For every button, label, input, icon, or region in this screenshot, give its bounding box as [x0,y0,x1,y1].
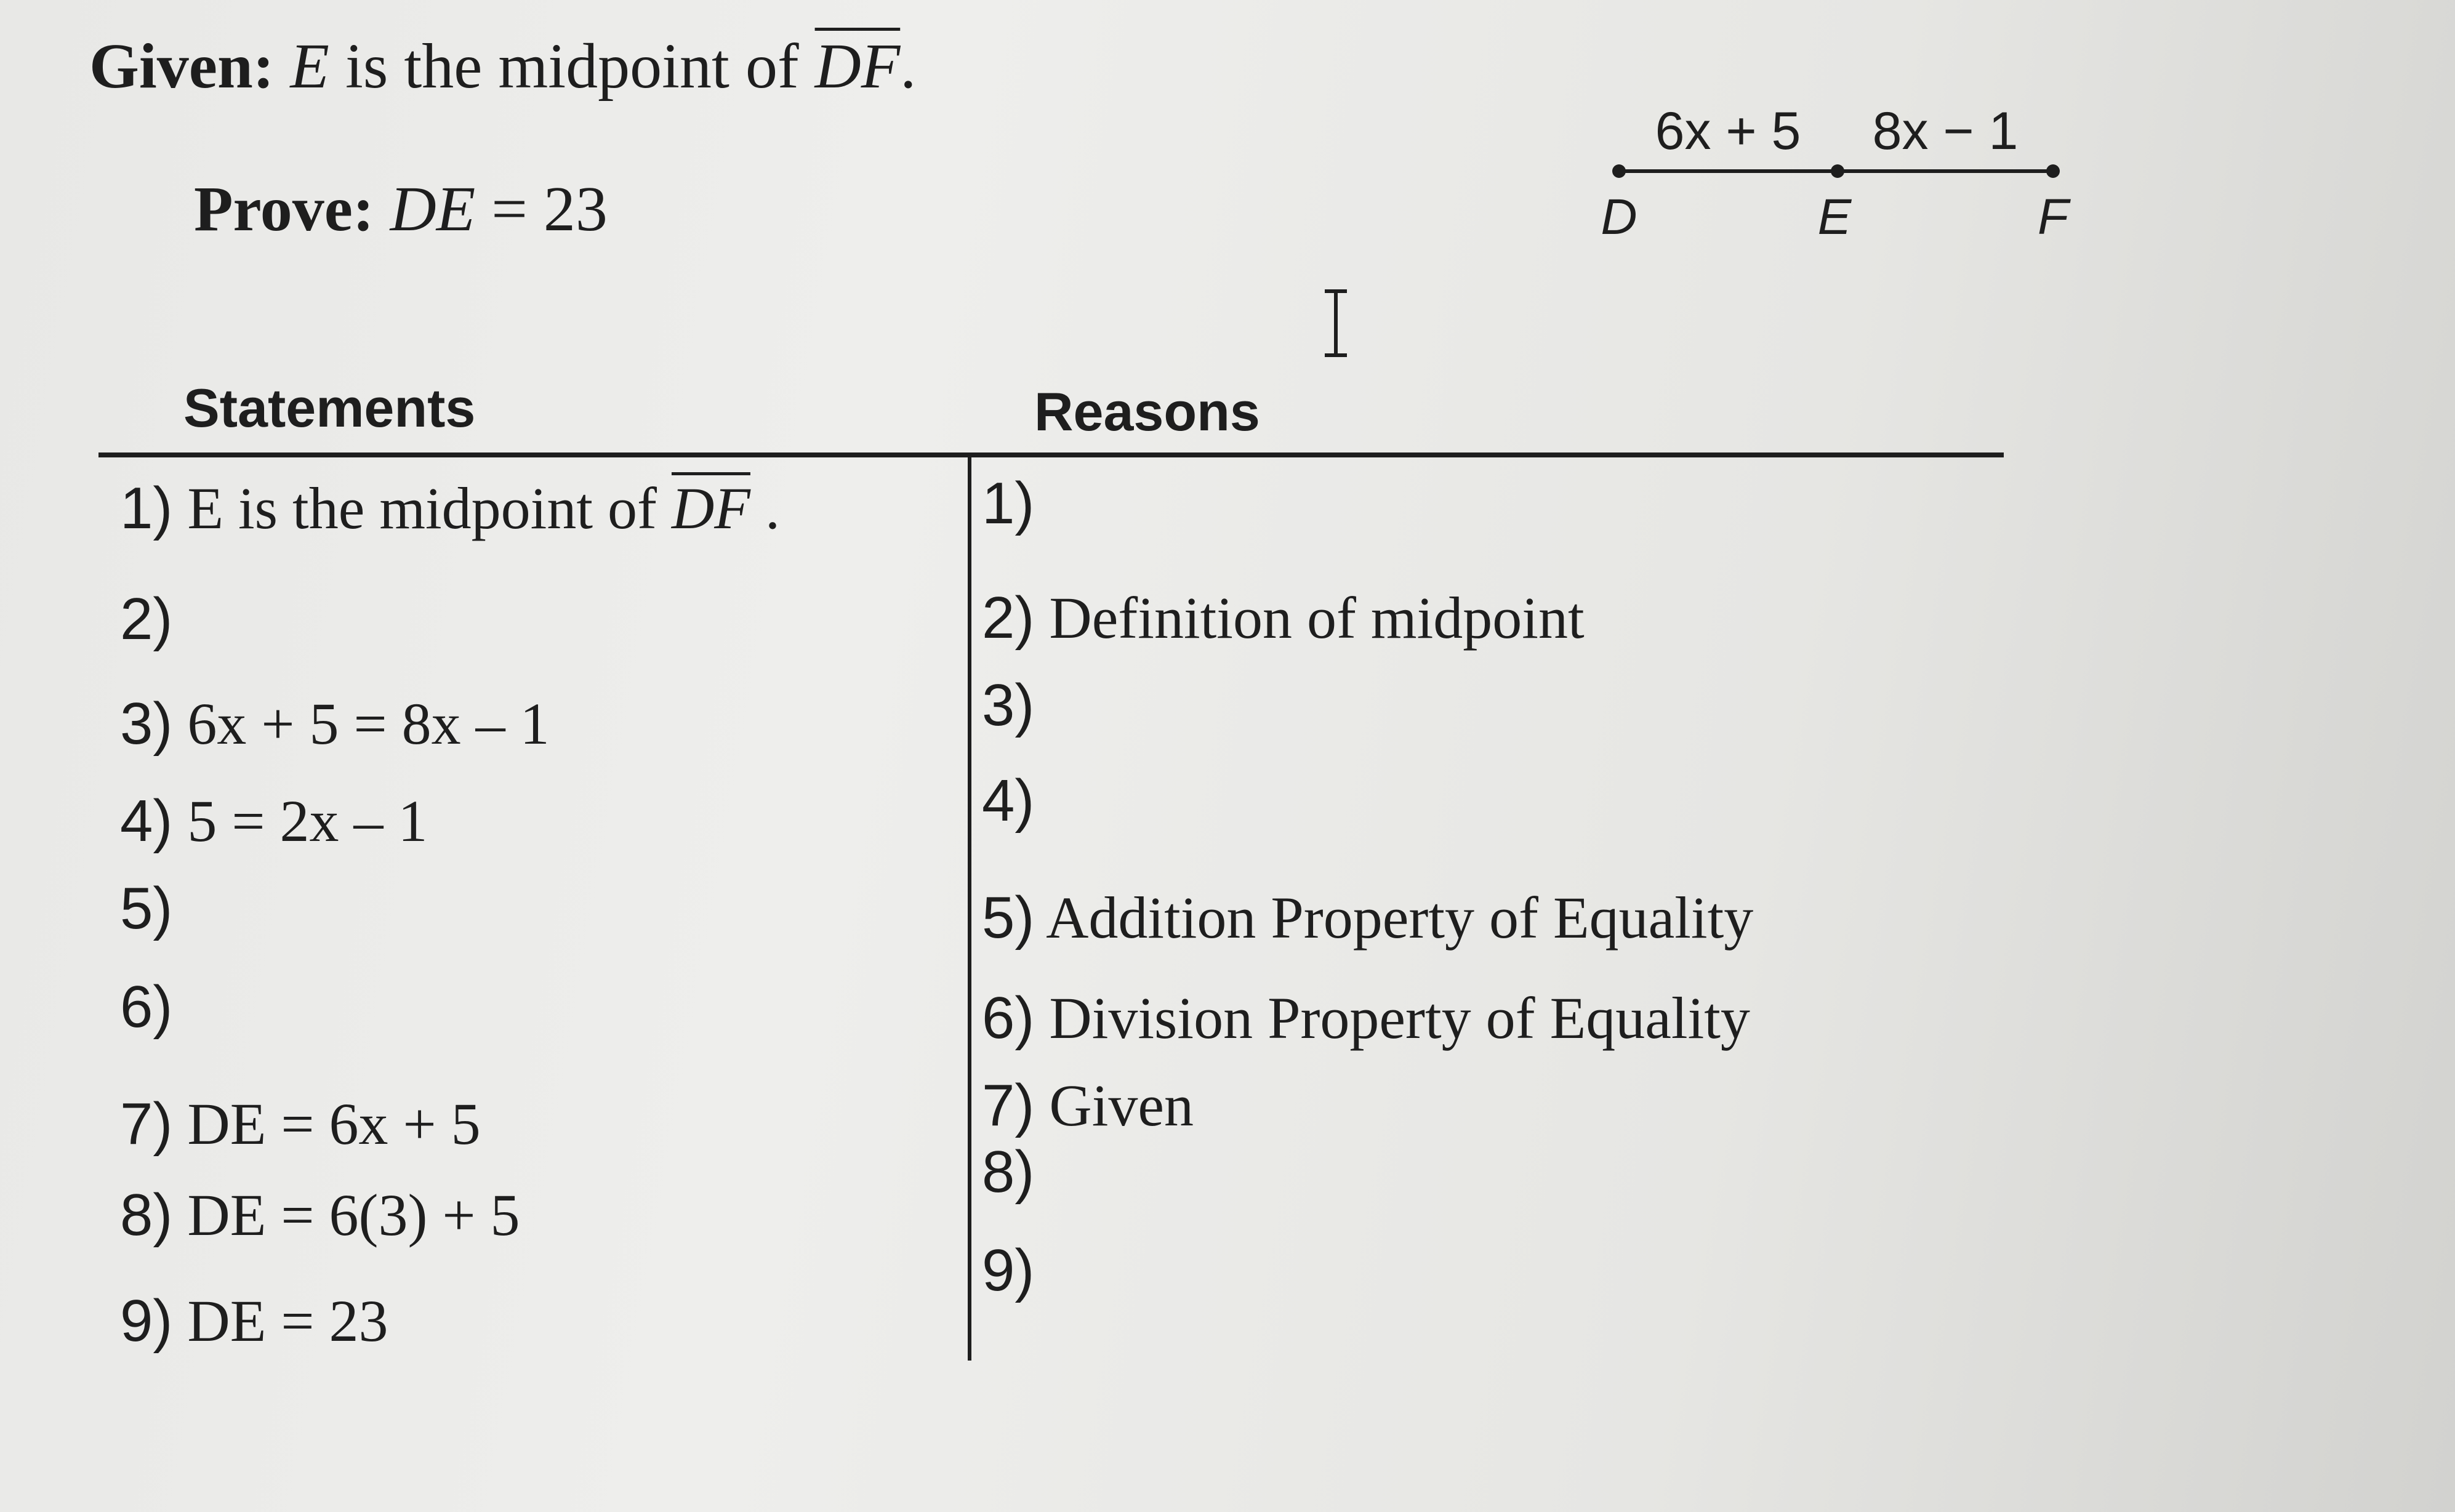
reason-number: 8) [982,1139,1035,1205]
reason-text: Division Property of Equality [1034,985,1750,1051]
statement-number: 9) [120,1288,173,1354]
reason-row-3 [982,671,1034,739]
statement-row-6 [120,973,172,1041]
reason-row-7 [982,1071,1194,1140]
statement-text: 5 = 2x – 1 [172,788,428,854]
statement-number: 3) [120,691,173,757]
statement-row-9 [120,1287,388,1355]
statement-text: 6x + 5 = 8x – 1 [172,691,550,757]
given-end: . [900,31,917,102]
given-statement [89,30,916,103]
statement-text: E is the midpoint of [172,475,672,541]
reason-row-5 [982,883,1753,952]
table-header-rule [98,452,2004,457]
reason-number: 6) [982,985,1035,1051]
point-label-f: F [2037,189,2069,245]
statement-number: 2) [120,586,173,652]
reason-row-8 [982,1138,1034,1206]
reason-number: 1) [982,470,1035,536]
reason-number: 7) [982,1072,1035,1138]
text-cursor-icon [1317,286,1354,360]
statement-number: 5) [120,875,173,941]
statement-row-5 [120,874,172,943]
statement-text: DE = 23 [172,1288,388,1354]
reason-number: 3) [982,672,1035,738]
point-d [1612,164,1626,178]
statements-header: Statements [183,377,476,438]
statement-row-4 [120,787,428,855]
reason-number: 2) [982,585,1035,651]
statement-number: 7) [120,1091,173,1157]
label-ef: 8x − 1 [1872,102,2019,161]
table-column-divider [968,452,971,1361]
statement-row-3 [120,690,550,758]
reason-number: 4) [982,768,1035,834]
reason-number: 9) [982,1237,1035,1303]
statement-row-7 [120,1090,481,1158]
reason-text: Given [1034,1072,1194,1138]
statement-row-8 [120,1181,520,1249]
reasons-header: Reasons [1034,381,1260,442]
statement-number: 4) [120,788,173,854]
statement-text: DE = 6x + 5 [172,1091,481,1157]
reason-row-4 [982,766,1034,835]
statement-number: 8) [120,1182,173,1248]
point-e [1831,164,1844,178]
prove-label: Prove: [194,174,374,244]
statement-text: DE = 6(3) + 5 [172,1182,520,1248]
reason-text: Addition Property of Equality [1034,885,1754,951]
reason-row-2 [982,584,1585,652]
statement-number: 1) [120,475,173,541]
prove-statement [194,172,608,246]
statement-segment: $\overline{DF}$ [671,475,750,541]
statement-row-2 [120,585,172,653]
label-de: 6x + 5 [1655,102,1801,161]
reason-row-6 [982,984,1750,1052]
reason-row-9 [982,1236,1034,1305]
prove-var: DE [390,174,476,244]
point-f [2046,164,2060,178]
given-segment: $\overline{DF}$ [814,31,901,102]
reason-row-1 [982,469,1034,537]
given-var: E [290,31,329,102]
prove-text: = 23 [475,174,608,244]
statement-row-1 [120,474,780,542]
reason-text: Definition of midpoint [1034,585,1585,651]
statement-end: . [750,475,780,541]
segment-diagram [1588,92,2081,252]
statement-number: 6) [120,974,173,1040]
given-label: Given: [89,31,275,102]
reason-number: 5) [982,885,1035,951]
point-label-d: D [1601,189,1637,245]
point-label-e: E [1817,189,1852,245]
given-text: is the midpoint of [329,31,815,102]
